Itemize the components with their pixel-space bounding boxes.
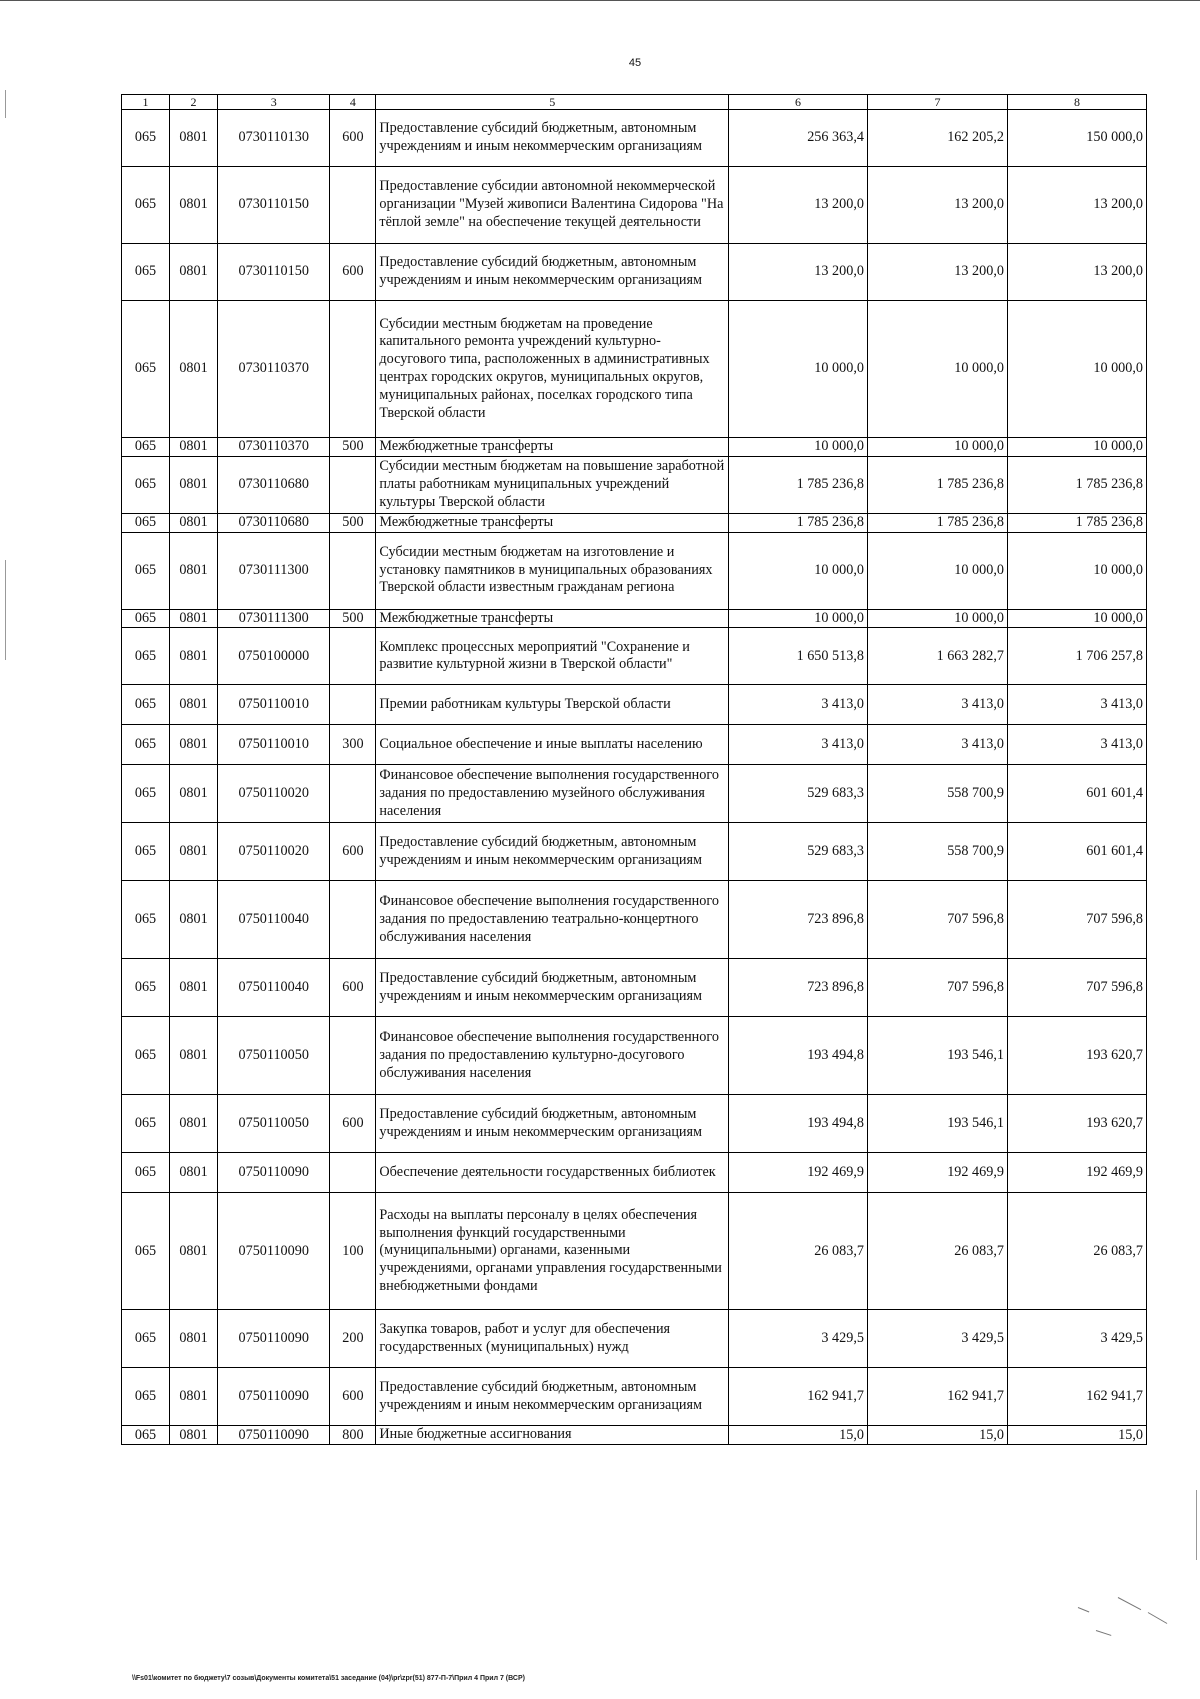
table-cell-col-4 <box>330 456 376 513</box>
table-cell-col-6: 10 000,0 <box>728 301 867 438</box>
table-cell-col-7: 13 200,0 <box>867 167 1007 244</box>
table-cell-col-3: 0750110090 <box>218 1426 330 1445</box>
table-cell-col-7: 15,0 <box>867 1426 1007 1445</box>
table-cell-col-1: 065 <box>122 513 170 532</box>
table-cell-col-8: 601 601,4 <box>1007 823 1146 881</box>
table-cell-col-3: 0730110370 <box>218 301 330 438</box>
table-cell-col-4: 500 <box>330 513 376 532</box>
table-cell-col-5: Субсидии местным бюджетам на изготовление и установку памятников в муниципальных образованиях Тверской области известным гражданам региона <box>376 532 729 609</box>
column-header: 8 <box>1007 95 1146 110</box>
table-cell-col-5: Закупка товаров, работ и услуг для обеспечения государственных (муниципальных) нужд <box>376 1310 729 1368</box>
table-cell-col-7: 162 205,2 <box>867 110 1007 167</box>
table-cell-col-1: 065 <box>122 167 170 244</box>
table-cell-col-4: 600 <box>330 110 376 167</box>
column-header: 3 <box>218 95 330 110</box>
top-border-line <box>0 0 1200 1</box>
table-cell-col-1: 065 <box>122 456 170 513</box>
table-cell-col-2: 0801 <box>170 1193 218 1310</box>
table-cell-col-5: Финансовое обеспечение выполнения государственного задания по предоставлению музейного обслуживания населения <box>376 765 729 823</box>
table-row <box>122 685 1147 725</box>
table-cell-col-8: 10 000,0 <box>1007 532 1146 609</box>
table-cell-col-3: 0730110370 <box>218 438 330 457</box>
column-header: 7 <box>867 95 1007 110</box>
table-cell-col-5: Иные бюджетные ассигнования <box>376 1426 729 1445</box>
table-cell-col-1: 065 <box>122 609 170 628</box>
table-cell-col-3: 0750110050 <box>218 1095 330 1153</box>
table-row <box>122 1426 1147 1445</box>
table-cell-col-8: 1 706 257,8 <box>1007 628 1146 685</box>
table-cell-col-8: 3 413,0 <box>1007 685 1146 725</box>
table-cell-col-6: 10 000,0 <box>728 609 867 628</box>
table-row <box>122 1017 1147 1095</box>
table-cell-col-3: 0750110040 <box>218 959 330 1017</box>
table-row <box>122 823 1147 881</box>
table-cell-col-3: 0730111300 <box>218 609 330 628</box>
table-cell-col-2: 0801 <box>170 1017 218 1095</box>
table-row <box>122 532 1147 609</box>
table-cell-col-8: 601 601,4 <box>1007 765 1146 823</box>
column-header: 4 <box>330 95 376 110</box>
table-cell-col-5: Премии работникам культуры Тверской области <box>376 685 729 725</box>
table-cell-col-5: Финансовое обеспечение выполнения государственного задания по предоставлению культурно-досугового обслуживания населения <box>376 1017 729 1095</box>
table-cell-col-5: Предоставление субсидий бюджетным, автономным учреждениям и иным некоммерческим организациям <box>376 110 729 167</box>
table-cell-col-3: 0750110050 <box>218 1017 330 1095</box>
table-cell-col-6: 529 683,3 <box>728 765 867 823</box>
table-cell-col-4 <box>330 765 376 823</box>
table-cell-col-3: 0750110010 <box>218 685 330 725</box>
table-cell-col-1: 065 <box>122 532 170 609</box>
table-cell-col-7: 707 596,8 <box>867 959 1007 1017</box>
table-cell-col-1: 065 <box>122 1095 170 1153</box>
table-cell-col-1: 065 <box>122 110 170 167</box>
table-cell-col-6: 1 785 236,8 <box>728 456 867 513</box>
scan-corner-mark <box>1096 1630 1112 1636</box>
table-cell-col-8: 13 200,0 <box>1007 167 1146 244</box>
table-cell-col-7: 558 700,9 <box>867 823 1007 881</box>
table-cell-col-4: 100 <box>330 1193 376 1310</box>
table-cell-col-3: 0730111300 <box>218 532 330 609</box>
table-row <box>122 1153 1147 1193</box>
table-cell-col-4: 800 <box>330 1426 376 1445</box>
scan-corner-mark <box>1148 1612 1168 1624</box>
table-cell-col-5: Предоставление субсидии автономной некоммерческой организации "Музей живописи Валентина Сидорова "На тёплой земле" на обеспечение текущей деятельности <box>376 167 729 244</box>
table-cell-col-5: Предоставление субсидий бюджетным, автономным учреждениям и иным некоммерческим организациям <box>376 959 729 1017</box>
table-cell-col-7: 3 413,0 <box>867 685 1007 725</box>
scan-margin-mark <box>5 90 6 118</box>
table-cell-col-1: 065 <box>122 1368 170 1426</box>
table-cell-col-7: 558 700,9 <box>867 765 1007 823</box>
table-row <box>122 628 1147 685</box>
table-cell-col-1: 065 <box>122 438 170 457</box>
table-cell-col-3: 0750110090 <box>218 1193 330 1310</box>
table-cell-col-3: 0750110040 <box>218 881 330 959</box>
table-cell-col-3: 0750110020 <box>218 765 330 823</box>
table-cell-col-4 <box>330 685 376 725</box>
table-cell-col-1: 065 <box>122 823 170 881</box>
table-cell-col-1: 065 <box>122 765 170 823</box>
table-cell-col-4 <box>330 1153 376 1193</box>
table-cell-col-2: 0801 <box>170 1426 218 1445</box>
table-cell-col-3: 0750110090 <box>218 1153 330 1193</box>
table-cell-col-7: 193 546,1 <box>867 1017 1007 1095</box>
table-cell-col-6: 3 429,5 <box>728 1310 867 1368</box>
table-cell-col-6: 13 200,0 <box>728 244 867 301</box>
table-cell-col-2: 0801 <box>170 244 218 301</box>
table-cell-col-2: 0801 <box>170 1095 218 1153</box>
table-cell-col-7: 707 596,8 <box>867 881 1007 959</box>
table-row <box>122 167 1147 244</box>
table-cell-col-7: 10 000,0 <box>867 609 1007 628</box>
table-cell-col-6: 1 785 236,8 <box>728 513 867 532</box>
column-header: 5 <box>376 95 729 110</box>
table-row <box>122 244 1147 301</box>
table-header-row <box>122 95 1147 110</box>
table-cell-col-1: 065 <box>122 1426 170 1445</box>
table-cell-col-7: 10 000,0 <box>867 438 1007 457</box>
table-cell-col-8: 192 469,9 <box>1007 1153 1146 1193</box>
table-cell-col-5: Субсидии местным бюджетам на проведение капитального ремонта учреждений культурно-досугового типа, расположенных в административных центрах городских округов, муниципальных округов, муниципальных районах, поселках городского типа Тверской области <box>376 301 729 438</box>
table-row <box>122 438 1147 457</box>
table-cell-col-7: 3 413,0 <box>867 725 1007 765</box>
table-cell-col-3: 0750100000 <box>218 628 330 685</box>
table-cell-col-7: 26 083,7 <box>867 1193 1007 1310</box>
table-row <box>122 513 1147 532</box>
table-cell-col-3: 0730110150 <box>218 244 330 301</box>
table-cell-col-6: 10 000,0 <box>728 532 867 609</box>
table-cell-col-4: 500 <box>330 609 376 628</box>
table-cell-col-2: 0801 <box>170 110 218 167</box>
table-cell-col-2: 0801 <box>170 1153 218 1193</box>
table-cell-col-5: Субсидии местным бюджетам на повышение заработной платы работникам муниципальных учреждений культуры Тверской области <box>376 456 729 513</box>
table-cell-col-8: 26 083,7 <box>1007 1193 1146 1310</box>
table-cell-col-6: 3 413,0 <box>728 725 867 765</box>
scan-corner-mark <box>1118 1597 1141 1610</box>
table-cell-col-5: Предоставление субсидий бюджетным, автономным учреждениям и иным некоммерческим организациям <box>376 1368 729 1426</box>
table-row <box>122 1368 1147 1426</box>
table-row <box>122 725 1147 765</box>
table-cell-col-8: 3 429,5 <box>1007 1310 1146 1368</box>
table-cell-col-8: 10 000,0 <box>1007 438 1146 457</box>
table-cell-col-5: Расходы на выплаты персоналу в целях обеспечения выполнения функций государственными (муниципальными) органами, казенными учреждениями, органами управления государственными внебюджетными фондами <box>376 1193 729 1310</box>
table-cell-col-1: 065 <box>122 244 170 301</box>
scan-margin-mark <box>1196 1490 1197 1560</box>
table-row <box>122 765 1147 823</box>
table-cell-col-2: 0801 <box>170 823 218 881</box>
table-cell-col-6: 3 413,0 <box>728 685 867 725</box>
table-cell-col-2: 0801 <box>170 513 218 532</box>
table-cell-col-4 <box>330 1017 376 1095</box>
table-cell-col-2: 0801 <box>170 959 218 1017</box>
table-cell-col-8: 10 000,0 <box>1007 301 1146 438</box>
column-header: 6 <box>728 95 867 110</box>
table-row <box>122 1095 1147 1153</box>
table-cell-col-6: 1 650 513,8 <box>728 628 867 685</box>
table-cell-col-1: 065 <box>122 628 170 685</box>
table-row <box>122 1310 1147 1368</box>
table-cell-col-6: 193 494,8 <box>728 1095 867 1153</box>
table-row <box>122 301 1147 438</box>
table-cell-col-8: 193 620,7 <box>1007 1017 1146 1095</box>
table-cell-col-7: 193 546,1 <box>867 1095 1007 1153</box>
table-cell-col-5: Межбюджетные трансферты <box>376 438 729 457</box>
table-cell-col-7: 192 469,9 <box>867 1153 1007 1193</box>
table-cell-col-1: 065 <box>122 1153 170 1193</box>
table-cell-col-2: 0801 <box>170 456 218 513</box>
table-cell-col-5: Предоставление субсидий бюджетным, автономным учреждениям и иным некоммерческим организациям <box>376 1095 729 1153</box>
table-cell-col-5: Предоставление субсидий бюджетным, автономным учреждениям и иным некоммерческим организациям <box>376 244 729 301</box>
table-cell-col-8: 150 000,0 <box>1007 110 1146 167</box>
table-cell-col-5: Межбюджетные трансферты <box>376 609 729 628</box>
table-row <box>122 1193 1147 1310</box>
table-cell-col-4 <box>330 167 376 244</box>
table-cell-col-1: 065 <box>122 1193 170 1310</box>
table-cell-col-6: 15,0 <box>728 1426 867 1445</box>
table-cell-col-5: Межбюджетные трансферты <box>376 513 729 532</box>
table-cell-col-7: 10 000,0 <box>867 532 1007 609</box>
table-cell-col-1: 065 <box>122 959 170 1017</box>
table-cell-col-4: 600 <box>330 823 376 881</box>
table-cell-col-8: 15,0 <box>1007 1426 1146 1445</box>
table-cell-col-1: 065 <box>122 1310 170 1368</box>
table-cell-col-4: 300 <box>330 725 376 765</box>
table-cell-col-4: 500 <box>330 438 376 457</box>
table-cell-col-6: 162 941,7 <box>728 1368 867 1426</box>
table-cell-col-7: 3 429,5 <box>867 1310 1007 1368</box>
table-cell-col-4: 200 <box>330 1310 376 1368</box>
table-cell-col-6: 192 469,9 <box>728 1153 867 1193</box>
table-cell-col-3: 0730110150 <box>218 167 330 244</box>
table-cell-col-6: 10 000,0 <box>728 438 867 457</box>
table-cell-col-3: 0730110680 <box>218 513 330 532</box>
table-cell-col-6: 26 083,7 <box>728 1193 867 1310</box>
table-cell-col-3: 0750110020 <box>218 823 330 881</box>
table-cell-col-3: 0730110680 <box>218 456 330 513</box>
table-cell-col-3: 0750110010 <box>218 725 330 765</box>
table-cell-col-7: 10 000,0 <box>867 301 1007 438</box>
table-cell-col-8: 13 200,0 <box>1007 244 1146 301</box>
table-cell-col-5: Комплекс процессных мероприятий "Сохранение и развитие культурной жизни в Тверской области" <box>376 628 729 685</box>
table-cell-col-2: 0801 <box>170 765 218 823</box>
table-cell-col-6: 529 683,3 <box>728 823 867 881</box>
table-cell-col-5: Социальное обеспечение и иные выплаты населению <box>376 725 729 765</box>
table-cell-col-5: Финансовое обеспечение выполнения государственного задания по предоставлению театрально-концертного обслуживания населения <box>376 881 729 959</box>
table-cell-col-7: 1 785 236,8 <box>867 513 1007 532</box>
table-cell-col-8: 1 785 236,8 <box>1007 456 1146 513</box>
table-cell-col-2: 0801 <box>170 301 218 438</box>
budget-table <box>121 94 1147 1445</box>
table-row <box>122 456 1147 513</box>
table-cell-col-4: 600 <box>330 959 376 1017</box>
table-cell-col-8: 3 413,0 <box>1007 725 1146 765</box>
footer-file-path: \\Fs01\комитет по бюджету\7 созыв\Документы комитета\51 заседание (04)\pr\zpr(51) 877-П-7\Прил 4 Прил 7 (ВСР) <box>132 1675 525 1682</box>
table-cell-col-8: 707 596,8 <box>1007 881 1146 959</box>
table-cell-col-1: 065 <box>122 1017 170 1095</box>
table-cell-col-1: 065 <box>122 301 170 438</box>
table-cell-col-8: 1 785 236,8 <box>1007 513 1146 532</box>
table-cell-col-3: 0750110090 <box>218 1368 330 1426</box>
table-cell-col-2: 0801 <box>170 881 218 959</box>
scan-corner-mark <box>1078 1607 1090 1612</box>
table-cell-col-6: 13 200,0 <box>728 167 867 244</box>
table-cell-col-4 <box>330 532 376 609</box>
table-cell-col-2: 0801 <box>170 167 218 244</box>
table-cell-col-4 <box>330 301 376 438</box>
table-cell-col-2: 0801 <box>170 1368 218 1426</box>
table-cell-col-4: 600 <box>330 244 376 301</box>
scan-margin-mark <box>5 560 6 660</box>
table-cell-col-5: Обеспечение деятельности государственных библиотек <box>376 1153 729 1193</box>
table-cell-col-4: 600 <box>330 1368 376 1426</box>
table-cell-col-2: 0801 <box>170 532 218 609</box>
table-cell-col-4: 600 <box>330 1095 376 1153</box>
table-cell-col-5: Предоставление субсидий бюджетным, автономным учреждениям и иным некоммерческим организациям <box>376 823 729 881</box>
table-cell-col-8: 193 620,7 <box>1007 1095 1146 1153</box>
table-cell-col-6: 256 363,4 <box>728 110 867 167</box>
table-row <box>122 959 1147 1017</box>
table-cell-col-2: 0801 <box>170 685 218 725</box>
table-cell-col-4 <box>330 628 376 685</box>
column-header: 2 <box>170 95 218 110</box>
column-header: 1 <box>122 95 170 110</box>
table-cell-col-1: 065 <box>122 725 170 765</box>
table-cell-col-3: 0750110090 <box>218 1310 330 1368</box>
table-cell-col-2: 0801 <box>170 628 218 685</box>
table-cell-col-6: 193 494,8 <box>728 1017 867 1095</box>
table-cell-col-8: 707 596,8 <box>1007 959 1146 1017</box>
table-cell-col-4 <box>330 881 376 959</box>
table-cell-col-8: 10 000,0 <box>1007 609 1146 628</box>
table-cell-col-2: 0801 <box>170 725 218 765</box>
table-cell-col-7: 1 663 282,7 <box>867 628 1007 685</box>
table-cell-col-2: 0801 <box>170 438 218 457</box>
page-number: 45 <box>628 57 642 69</box>
table-cell-col-2: 0801 <box>170 1310 218 1368</box>
table-cell-col-1: 065 <box>122 685 170 725</box>
table-cell-col-6: 723 896,8 <box>728 959 867 1017</box>
table-cell-col-2: 0801 <box>170 609 218 628</box>
table-row <box>122 881 1147 959</box>
table-row <box>122 609 1147 628</box>
table-row <box>122 110 1147 167</box>
table-cell-col-3: 0730110130 <box>218 110 330 167</box>
table-cell-col-7: 162 941,7 <box>867 1368 1007 1426</box>
table-cell-col-7: 1 785 236,8 <box>867 456 1007 513</box>
table-cell-col-7: 13 200,0 <box>867 244 1007 301</box>
table-cell-col-6: 723 896,8 <box>728 881 867 959</box>
table-cell-col-1: 065 <box>122 881 170 959</box>
table-cell-col-8: 162 941,7 <box>1007 1368 1146 1426</box>
